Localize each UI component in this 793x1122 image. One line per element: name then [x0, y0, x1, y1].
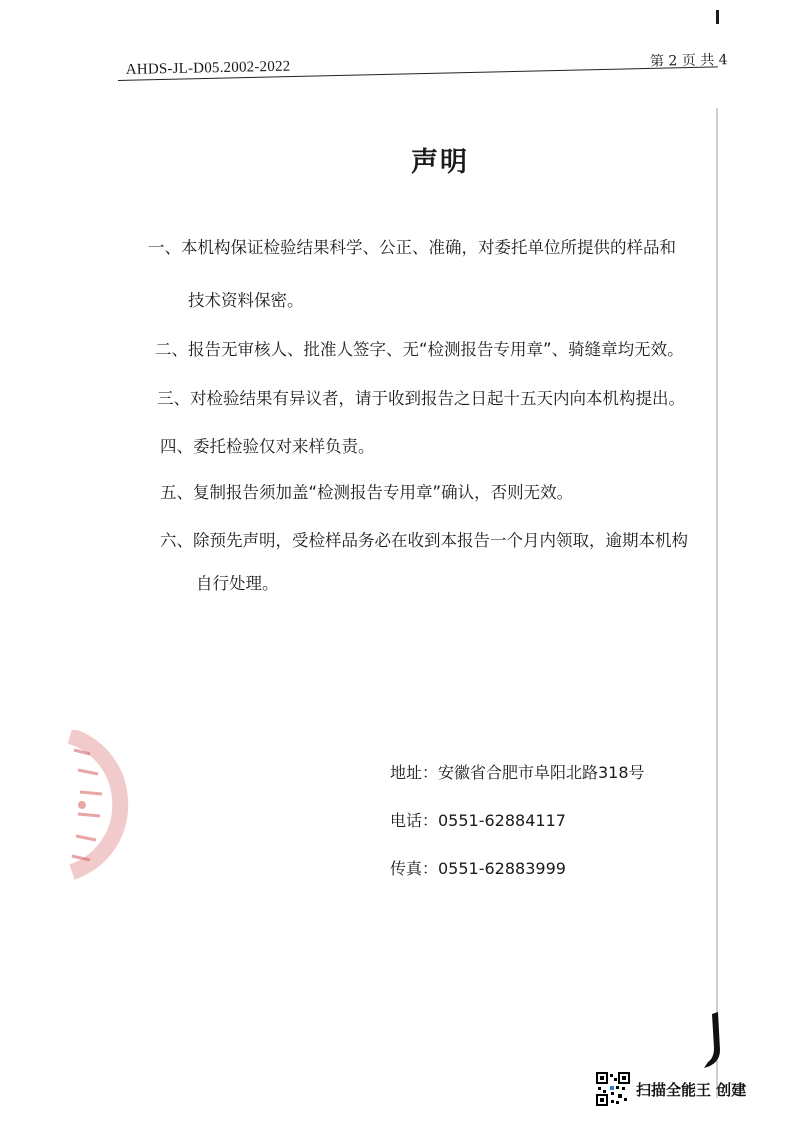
statement-text: 报告无审核人、批准人签字、无“检测报告专用章”、骑缝章均无效。: [188, 340, 684, 359]
statement-5: [160, 479, 573, 503]
statement-4: [160, 433, 375, 457]
scan-edge-mark: [716, 108, 718, 1098]
statement-number: 二、: [155, 340, 188, 359]
statement-number: 四、: [160, 437, 193, 456]
address-line: 地址：安徽省合肥市阜阳北路318号: [390, 763, 645, 782]
statement-3: [157, 385, 685, 409]
statement-text: 本机构保证检验结果科学、公正、准确，对委托单位所提供的样品和: [181, 238, 676, 257]
page-indicator: 第 2 页 共 4: [649, 52, 728, 70]
official-seal-fragment: [60, 730, 130, 880]
statement-text: 对检验结果有异议者，请于收到报告之日起十五天内向本机构提出。: [190, 389, 685, 408]
scanner-watermark: [596, 1070, 746, 1108]
statement-text: 复制报告须加盖“检测报告专用章”确认，否则无效。: [193, 483, 574, 502]
statement-1-continued: [188, 287, 304, 311]
statement-number: 一、: [148, 238, 181, 257]
statement-text: 技术资料保密。: [188, 291, 304, 310]
statement-number: 六、: [160, 531, 193, 550]
statement-number: 三、: [157, 389, 190, 408]
statement-6-continued: [196, 570, 279, 594]
statement-number: 五、: [160, 483, 193, 502]
scan-edge-mark-top: [716, 10, 719, 24]
fax-line: 传真：0551-62883999: [390, 859, 566, 878]
statement-text: 委托检验仅对来样负责。: [193, 437, 375, 456]
signature-stroke-icon: [700, 1010, 728, 1070]
statement-6: [160, 527, 688, 551]
statement-1: [148, 234, 676, 258]
document-code: AHDS-JL-D05.2002-2022: [125, 58, 291, 79]
phone-line: 电话：0551-62884117: [390, 811, 566, 830]
seal-icon: [60, 730, 130, 880]
page-title: 声明: [411, 147, 469, 178]
watermark-text: 扫描全能王 创建: [636, 1080, 747, 1099]
statement-text: 自行处理。: [196, 574, 279, 593]
statement-text: 除预先声明，受检样品务必在收到本报告一个月内领取，逾期本机构: [193, 531, 688, 550]
qr-code-icon: [596, 1072, 630, 1106]
statement-2: [155, 336, 684, 360]
